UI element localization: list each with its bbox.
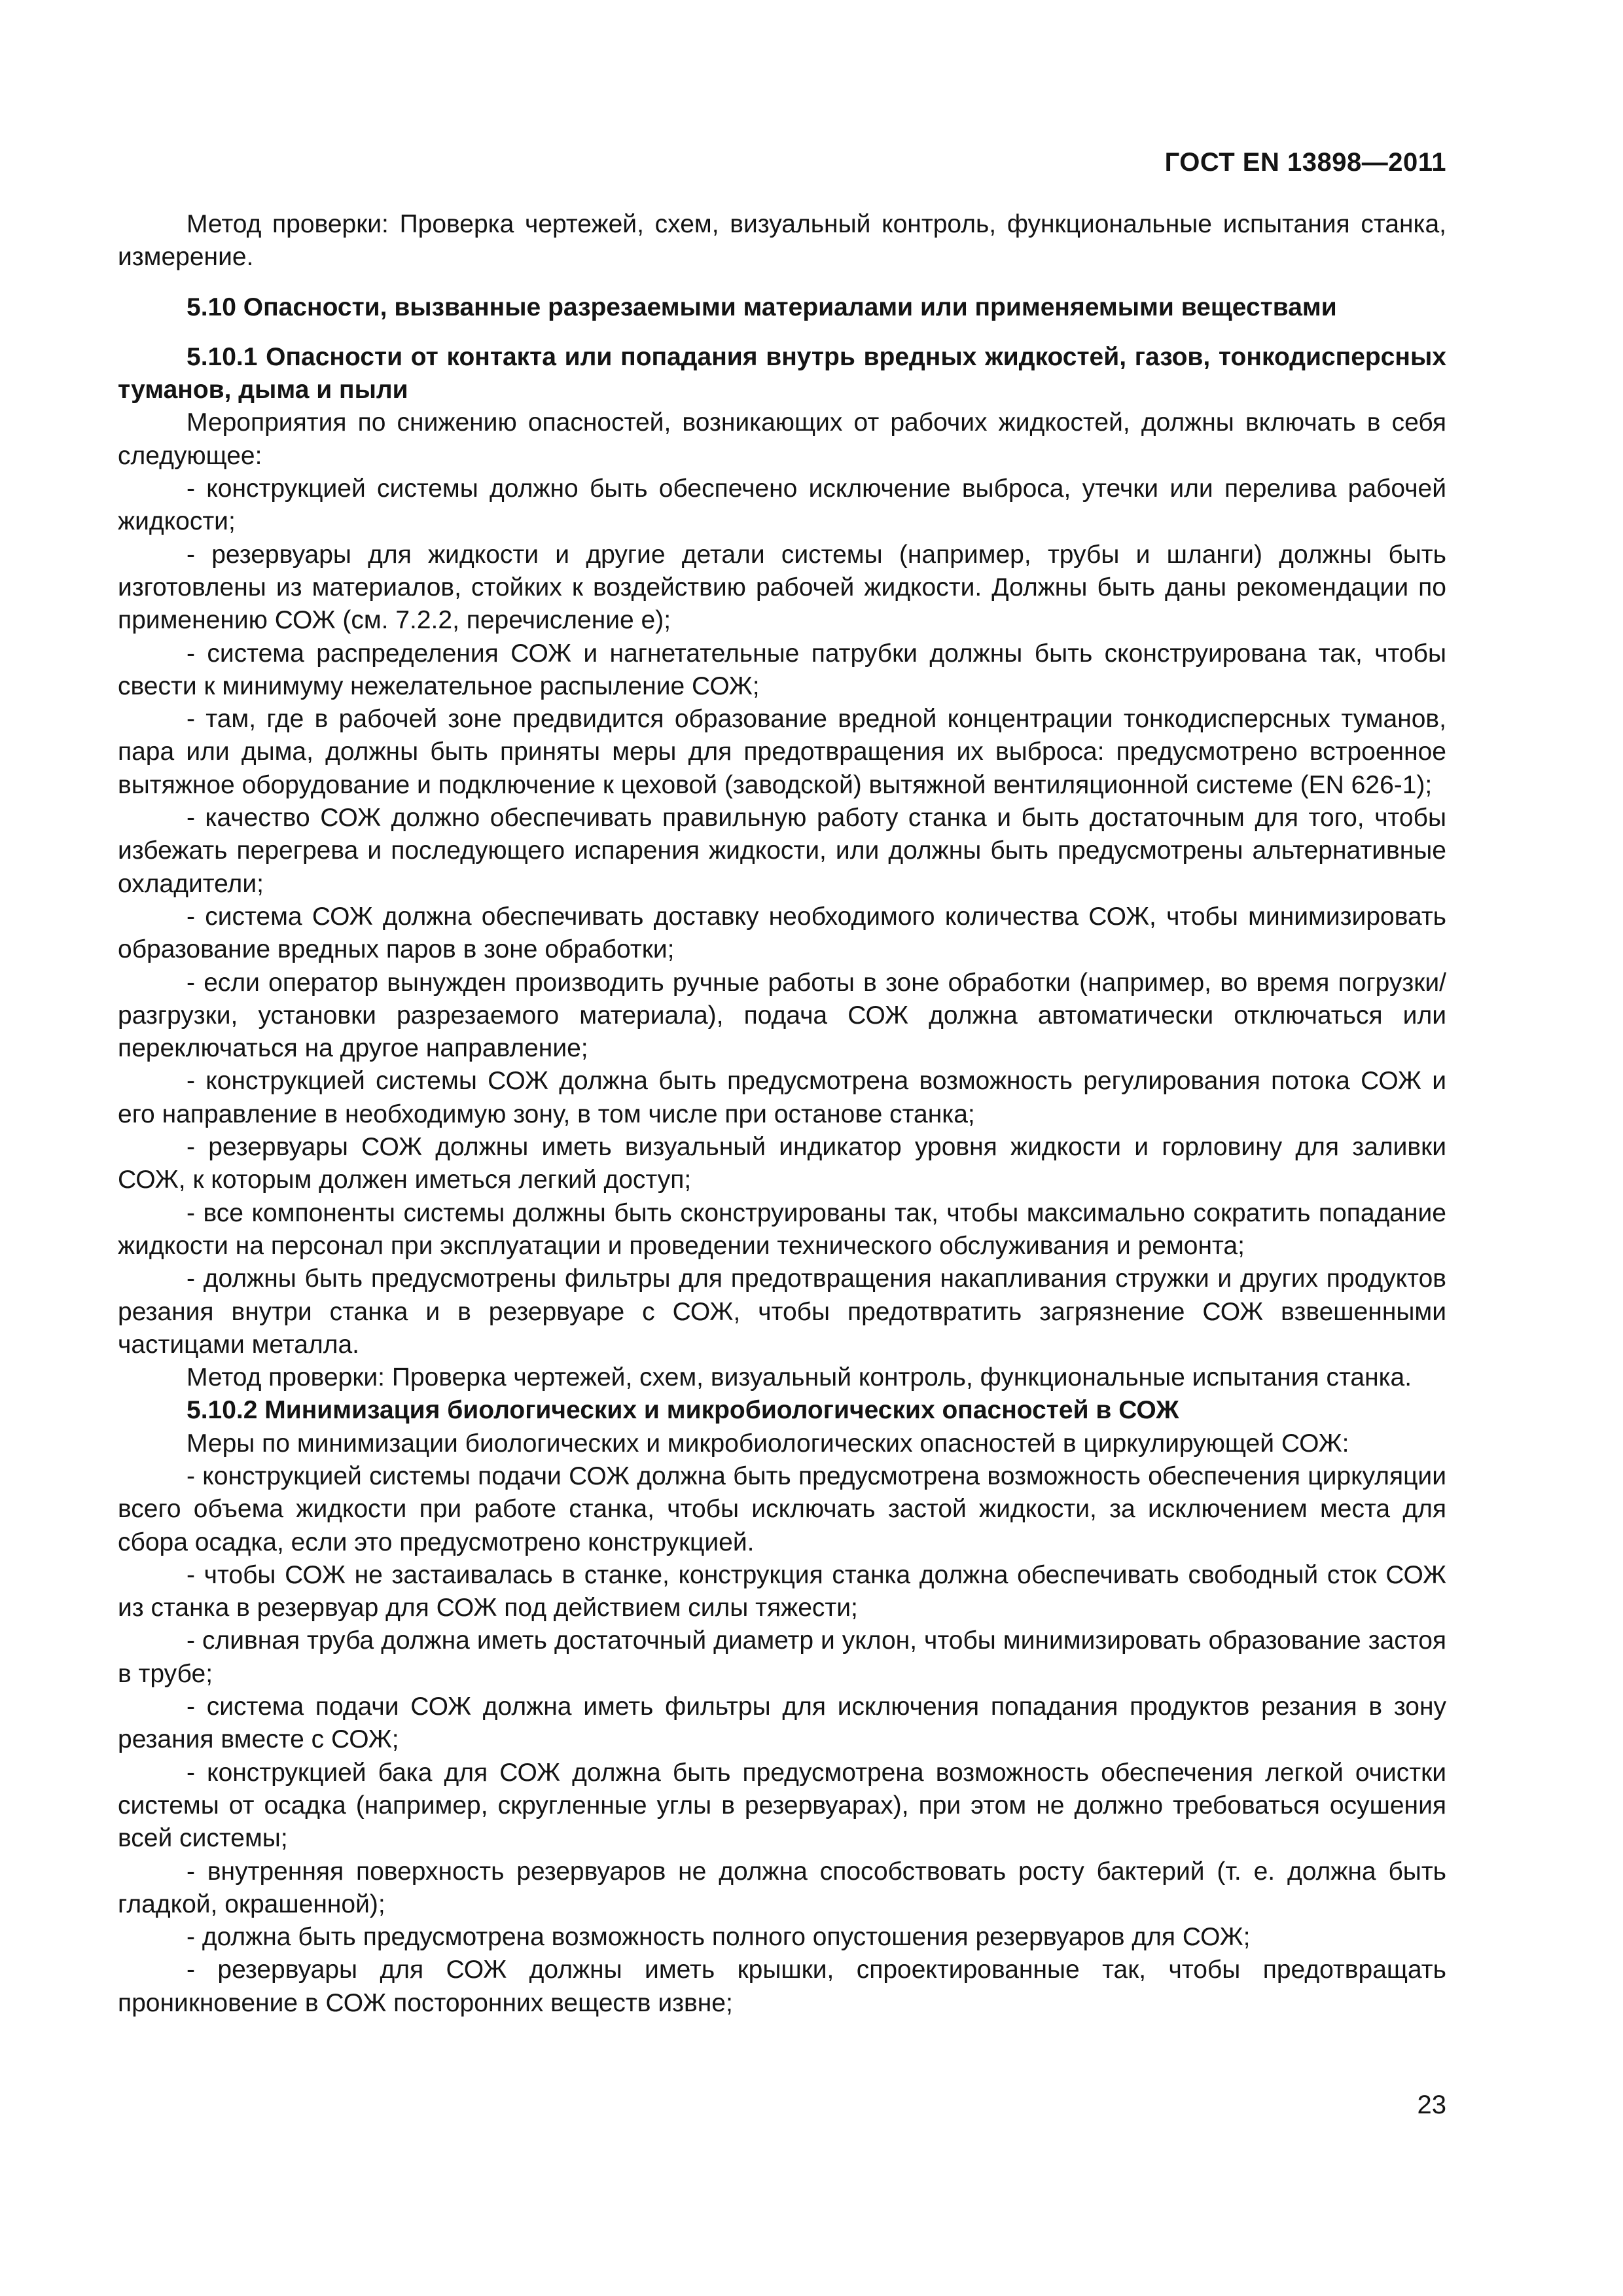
- list-item: - должна быть предусмотрена возможность полного опустошения резервуаров для СОЖ;: [187, 1923, 1251, 1952]
- paragraph: Метод проверки: Проверка чертежей, схем, визуальный контроль, функциональные испытания станка.: [187, 1363, 1412, 1392]
- list-item: - конструкцией системы СОЖ должна быть предусмотрена возможность регулирования потока СОЖ и его направление в необходимую зону, в том числе при останове станка;: [118, 1067, 1446, 1128]
- list-item: - конструкцией системы должно быть обеспечено исключение выброса, утечки или перелива рабочей жидкости;: [118, 475, 1446, 536]
- list-item: - все компоненты системы должны быть сконструированы так, чтобы максимально сократить попадание жидкости на персонал при эксплуатации и проведении технического обслуживания и ремонта;: [118, 1198, 1446, 1260]
- paragraph: Метод проверки: Проверка чертежей, схем, визуальный контроль, функциональные испытания станка, измерение.: [118, 210, 1446, 272]
- list-item: - сливная труба должна иметь достаточный диаметр и уклон, чтобы минимизировать образование застоя в трубе;: [118, 1626, 1446, 1688]
- list-item: - конструкцией системы подачи СОЖ должна быть предусмотрена возможность обеспечения циркуляции всего объема жидкости при работе станка, чтобы исключать застой жидкости, за исключением места для сбора осадка, если это предусмотрено конструкцией.: [118, 1462, 1446, 1556]
- list-item: - там, где в рабочей зоне предвидится образование вредной концентрации тонкодисперсных туманов, пара или дыма, должны быть приняты меры для предотвращения их выброса: предусмотрено встроенное вытяжное оборудование и подключение к цеховой (заводской) вытяжной вентиляционной системе (EN 626-1);: [118, 705, 1446, 799]
- subsection-heading: 5.10.1 Опасности от контакта или попадания внутрь вредных жидкостей, газов, тонкодисперсных туманов, дыма и пыли: [118, 342, 1446, 404]
- list-item: - должны быть предусмотрены фильтры для предотвращения накапливания стружки и других продуктов резания внутри станка и в резервуаре с СОЖ, чтобы предотвратить загрязнение СОЖ взвешенными частицами металла.: [118, 1265, 1446, 1359]
- section-heading: 5.10 Опасности, вызванные разрезаемыми материалами или применяемыми веществами: [187, 293, 1337, 321]
- paragraph: Мероприятия по снижению опасностей, возникающих от рабочих жидкостей, должны включать в себя следующее:: [118, 408, 1446, 470]
- list-item: - резервуары СОЖ должны иметь визуальный индикатор уровня жидкости и горловину для заливки СОЖ, к которым должен иметься легкий доступ;: [118, 1133, 1446, 1194]
- list-item: - внутренняя поверхность резервуаров не должна способствовать росту бактерий (т. е. должна быть гладкой, окрашенной);: [118, 1857, 1446, 1918]
- list-item: - качество СОЖ должно обеспечивать правильную работу станка и быть достаточным для того, чтобы избежать перегрева и последующего испарения жидкости, или должны быть предусмотрены альтернативные охладители;: [118, 804, 1446, 898]
- list-item: - резервуары для жидкости и другие детали системы (например, трубы и шланги) должны быть изготовлены из материалов, стойких к воздействию рабочей жидкости. Должны быть даны рекомендации по применению СОЖ (см. 7.2.2, перечисление е);: [118, 540, 1446, 635]
- list-item: - резервуары для СОЖ должны иметь крышки, спроектированные так, чтобы предотвращать проникновение в СОЖ посторонних веществ извне;: [118, 1956, 1446, 2017]
- list-item: - конструкцией бака для СОЖ должна быть предусмотрена возможность обеспечения легкой очистки системы от осадка (например, скругленные углы в резервуарах), при этом не должно требоваться осушения всей системы;: [118, 1758, 1446, 1853]
- list-item: - если оператор вынужден производить ручные работы в зоне обработки (например, во время погрузки/разгрузки, установки разрезаемого материала), подача СОЖ должна автоматически отключаться или переключаться на другое направление;: [118, 968, 1446, 1063]
- subsection-heading: 5.10.2 Минимизация биологических и микробиологических опасностей в СОЖ: [187, 1396, 1179, 1425]
- paragraph: Меры по минимизации биологических и микробиологических опасностей в циркулирующей СОЖ:: [187, 1429, 1349, 1458]
- list-item: - чтобы СОЖ не застаивалась в станке, конструкция станка должна обеспечивать свободный сток СОЖ из станка в резервуар для СОЖ под действием силы тяжести;: [118, 1560, 1446, 1623]
- list-item: - система подачи СОЖ должна иметь фильтры для исключения попадания продуктов резания в зону резания вместе с СОЖ;: [118, 1693, 1446, 1754]
- list-item: - система распределения СОЖ и нагнетательные патрубки должны быть сконструирована так, чтобы свести к минимуму нежелательное распыление СОЖ;: [118, 639, 1446, 700]
- document-header: ГОСТ EN 13898—2011: [1164, 148, 1446, 177]
- list-item: - система СОЖ должна обеспечивать доставку необходимого количества СОЖ, чтобы минимизировать образование вредных паров в зоне обработки;: [118, 902, 1446, 964]
- document-body: [118, 208, 1446, 2020]
- page-number: 23: [1417, 2090, 1446, 2119]
